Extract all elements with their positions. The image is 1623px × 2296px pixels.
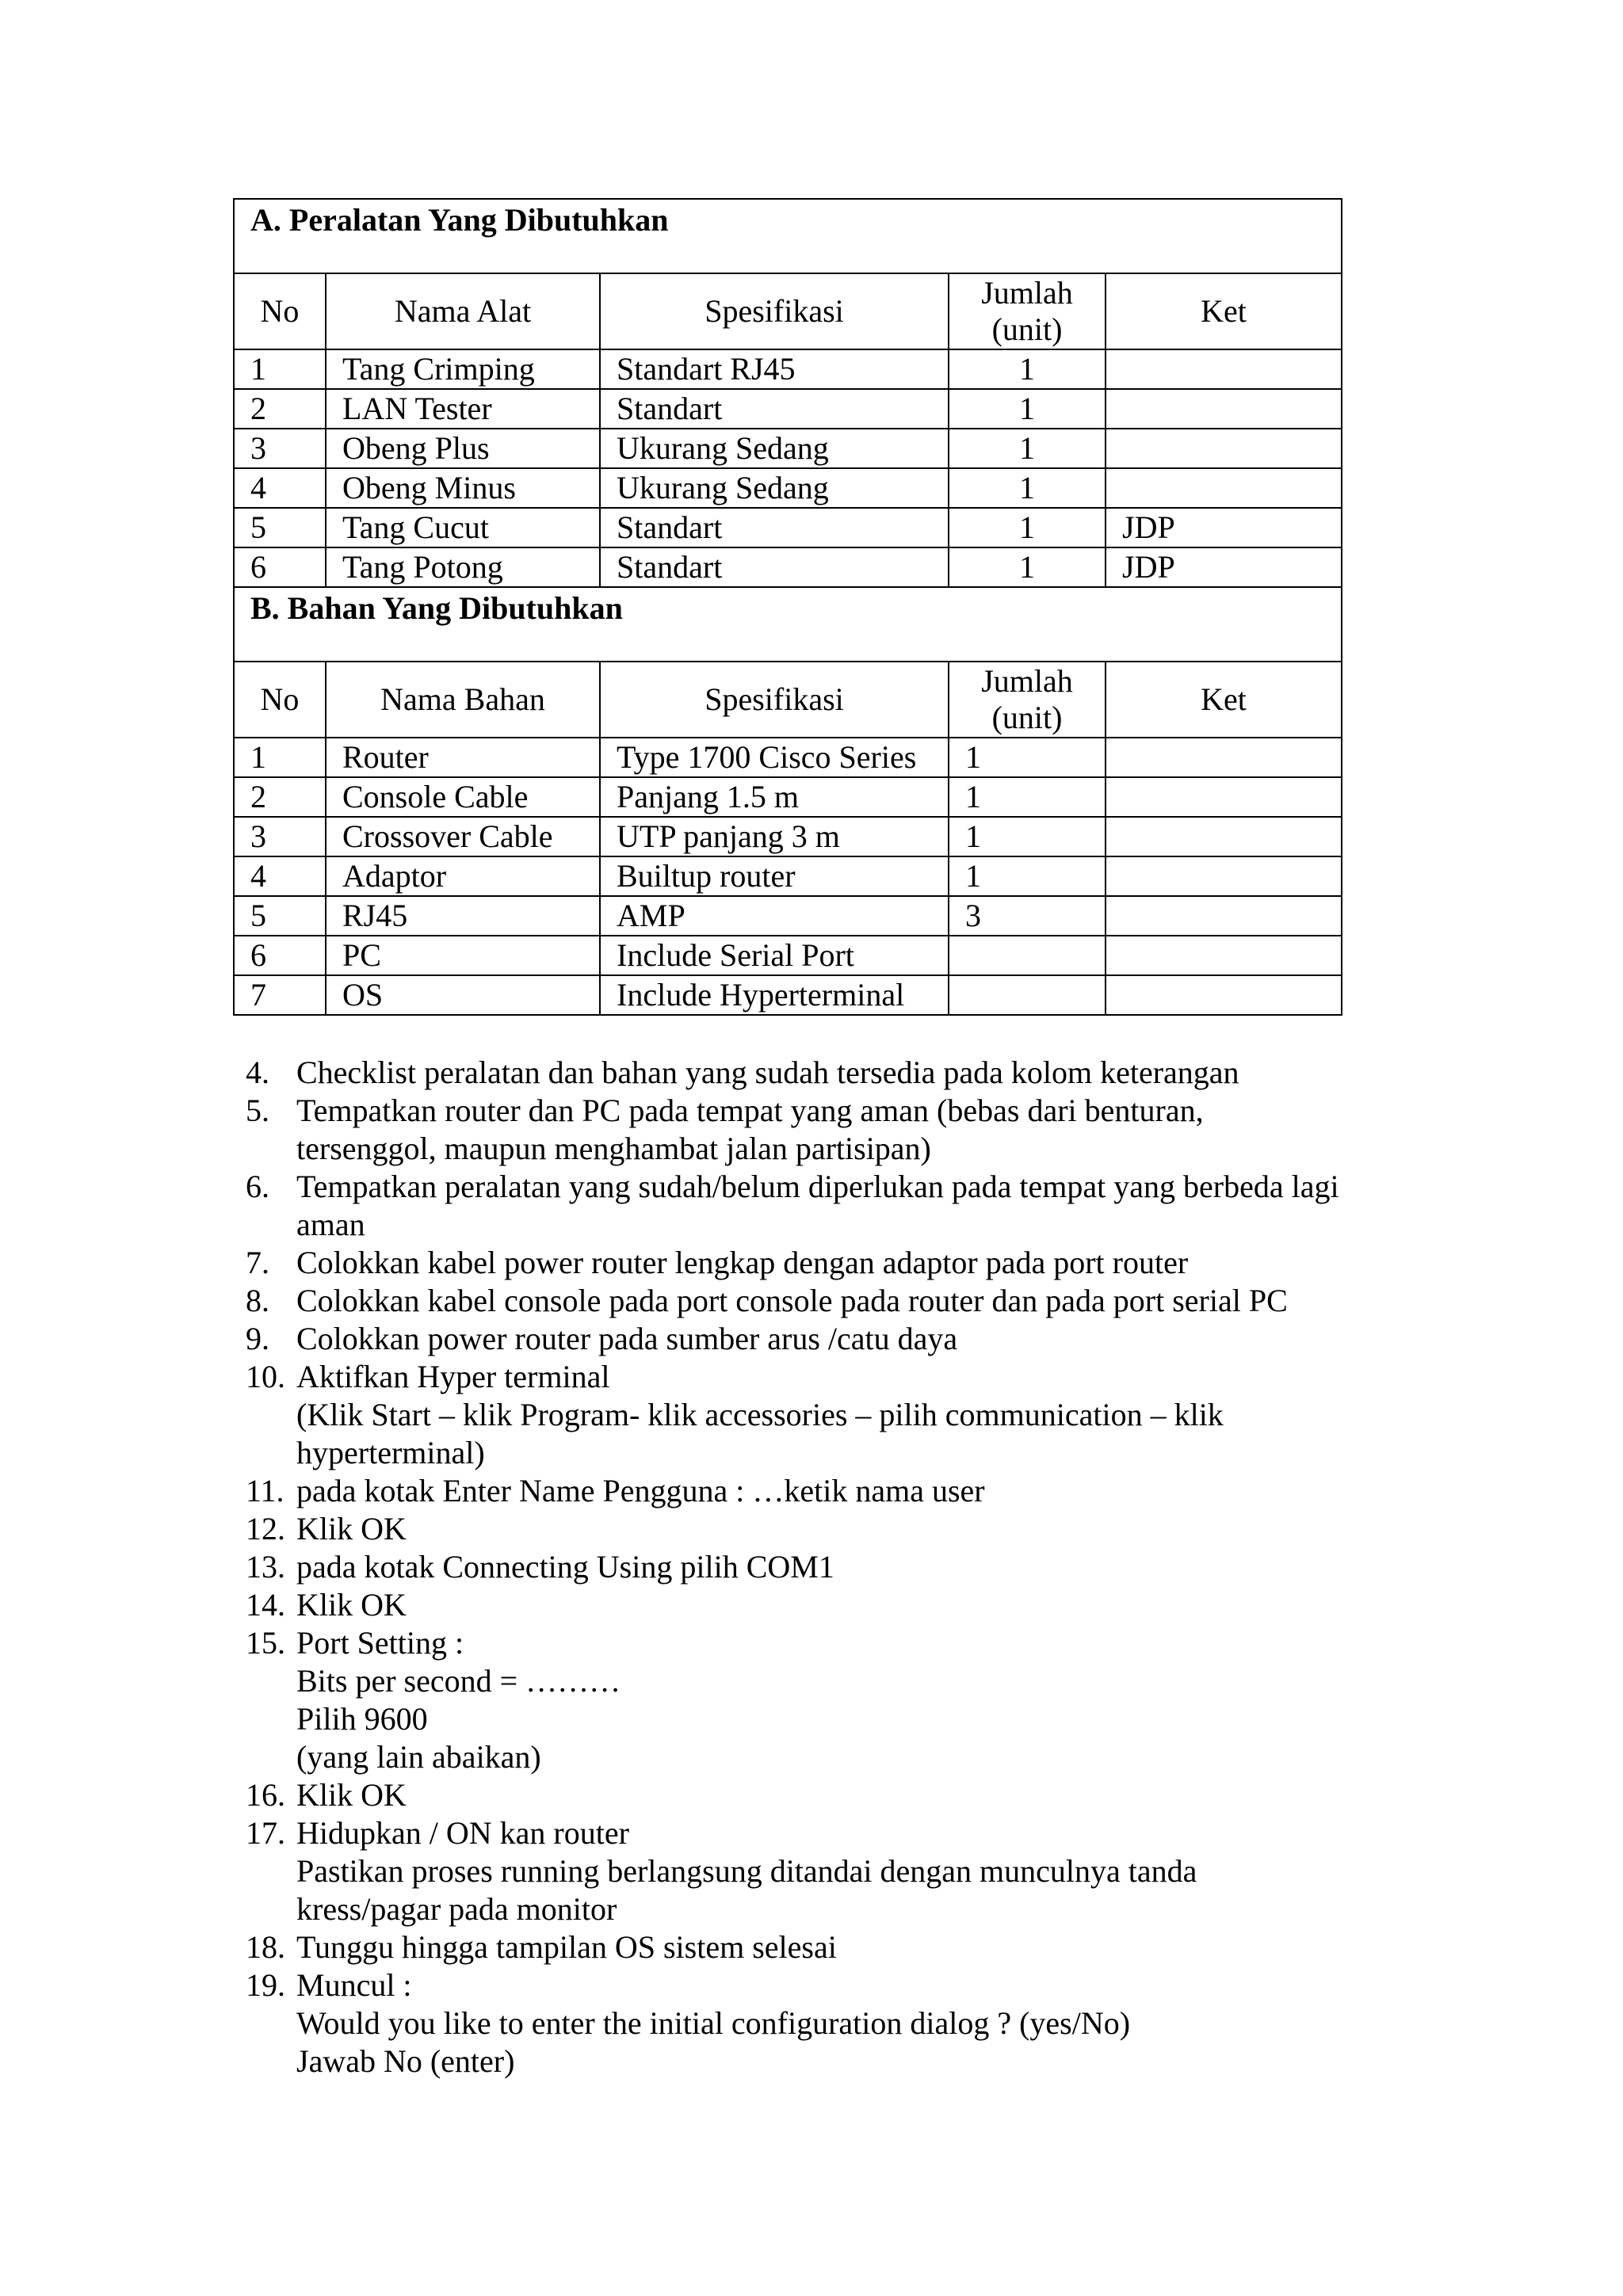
cell-qty: 3	[949, 896, 1106, 936]
cell-qty: 1	[949, 817, 1106, 856]
step-text-line: (yang lain abaikan)	[296, 1739, 541, 1775]
step-number: 19.	[246, 1967, 285, 2003]
step-text-line: Klik OK	[296, 1511, 407, 1547]
cell-name: Obeng Minus	[326, 468, 600, 508]
cell-qty: 1	[949, 389, 1106, 429]
step-number: 11.	[246, 1473, 285, 1508]
step-number: 5.	[246, 1093, 269, 1128]
table-row	[234, 429, 1342, 468]
cell-no: 1	[234, 349, 326, 389]
column-header: No	[234, 662, 326, 738]
cell-no: 1	[234, 738, 326, 777]
step-text-line: Pilih 9600	[296, 1701, 428, 1737]
cell-spec: Include Hyperterminal	[600, 975, 949, 1015]
material-header-row	[234, 662, 1342, 738]
cell-spec: AMP	[600, 896, 949, 936]
list-item	[246, 1586, 1434, 1624]
section-title: A. Peralatan Yang Dibutuhkan	[234, 199, 1342, 273]
step-text-line: Hidupkan / ON kan router	[296, 1815, 629, 1851]
section-title: B. Bahan Yang Dibutuhkan	[234, 587, 1342, 662]
cell-ket	[1106, 429, 1342, 468]
list-item	[246, 1928, 1434, 1966]
step-text-line: Colokkan kabel power router lengkap dengan adaptor pada port router	[296, 1245, 1189, 1280]
step-text-line: aman	[296, 1207, 365, 1242]
cell-spec: UTP panjang 3 m	[600, 817, 949, 856]
cell-name: Crossover Cable	[326, 817, 600, 856]
cell-qty	[949, 975, 1106, 1015]
table-row	[234, 468, 1342, 508]
cell-ket	[1106, 349, 1342, 389]
column-header: Jumlah (unit)	[949, 662, 1106, 738]
cell-spec: Standart	[600, 547, 949, 587]
procedure-steps-list	[246, 1054, 1434, 2081]
list-item	[246, 1358, 1434, 1472]
cell-ket	[1106, 389, 1342, 429]
cell-spec: Ukurang Sedang	[600, 429, 949, 468]
cell-name: Obeng Plus	[326, 429, 600, 468]
cell-qty: 1	[949, 429, 1106, 468]
step-text-line: Muncul :	[296, 1967, 412, 2003]
cell-ket: JDP	[1106, 547, 1342, 587]
equipment-section-title-row	[234, 199, 1342, 273]
table-row	[234, 349, 1342, 389]
cell-ket	[1106, 936, 1342, 975]
step-number: 15.	[246, 1625, 285, 1661]
table-row	[234, 777, 1342, 817]
cell-no: 3	[234, 429, 326, 468]
cell-no: 2	[234, 389, 326, 429]
step-text-line: Tempatkan peralatan yang sudah/belum diperlukan pada tempat yang berbeda lagi	[296, 1169, 1339, 1204]
cell-name: OS	[326, 975, 600, 1015]
list-item	[246, 1168, 1434, 1244]
cell-qty	[949, 936, 1106, 975]
list-item	[246, 1054, 1434, 1092]
cell-ket: JDP	[1106, 508, 1342, 547]
step-number: 18.	[246, 1929, 285, 1965]
table-row	[234, 547, 1342, 587]
list-item	[246, 1624, 1434, 1776]
cell-spec: Include Serial Port	[600, 936, 949, 975]
cell-qty: 1	[949, 547, 1106, 587]
equipment-header-row	[234, 273, 1342, 349]
step-number: 10.	[246, 1359, 285, 1394]
column-header: Spesifikasi	[600, 273, 949, 349]
column-header: No	[234, 273, 326, 349]
step-number: 9.	[246, 1321, 269, 1356]
cell-spec: Standart	[600, 508, 949, 547]
list-item	[246, 1092, 1434, 1168]
cell-ket	[1106, 975, 1342, 1015]
table-row	[234, 936, 1342, 975]
cell-ket	[1106, 468, 1342, 508]
list-item	[246, 1472, 1434, 1510]
cell-qty: 1	[949, 777, 1106, 817]
step-text-line: (Klik Start – klik Program- klik accessories – pilih communication – klik	[296, 1397, 1224, 1432]
cell-qty: 1	[949, 508, 1106, 547]
step-number: 17.	[246, 1815, 285, 1851]
step-text-line: Colokkan power router pada sumber arus /catu daya	[296, 1321, 958, 1356]
step-text-line: pada kotak Enter Name Pengguna : …ketik nama user	[296, 1473, 985, 1508]
step-text-line: Tempatkan router dan PC pada tempat yang aman (bebas dari benturan,	[296, 1093, 1204, 1128]
step-text-line: Klik OK	[296, 1587, 407, 1623]
requirements-table	[233, 198, 1342, 1016]
column-header: Nama Alat	[326, 273, 600, 349]
cell-no: 3	[234, 817, 326, 856]
cell-ket	[1106, 856, 1342, 896]
step-text-line: Jawab No (enter)	[296, 2043, 515, 2079]
step-text-line: kress/pagar pada monitor	[296, 1891, 617, 1927]
cell-ket	[1106, 817, 1342, 856]
step-text-line: tersenggol, maupun menghambat jalan partisipan)	[296, 1131, 931, 1166]
cell-name: Tang Cucut	[326, 508, 600, 547]
cell-ket	[1106, 896, 1342, 936]
step-text-line: Pastikan proses running berlangsung ditandai dengan munculnya tanda	[296, 1853, 1197, 1889]
column-header: Ket	[1106, 662, 1342, 738]
cell-no: 5	[234, 508, 326, 547]
cell-qty: 1	[949, 468, 1106, 508]
cell-spec: Ukurang Sedang	[600, 468, 949, 508]
cell-spec: Type 1700 Cisco Series	[600, 738, 949, 777]
cell-name: PC	[326, 936, 600, 975]
cell-qty: 1	[949, 856, 1106, 896]
step-number: 16.	[246, 1777, 285, 1813]
cell-name: Console Cable	[326, 777, 600, 817]
step-number: 14.	[246, 1587, 285, 1623]
step-text-line: pada kotak Connecting Using pilih COM1	[296, 1549, 834, 1585]
table-row	[234, 389, 1342, 429]
cell-spec: Standart	[600, 389, 949, 429]
step-text-line: Colokkan kabel console pada port console pada router dan pada port serial PC	[296, 1283, 1288, 1318]
cell-no: 2	[234, 777, 326, 817]
cell-name: LAN Tester	[326, 389, 600, 429]
step-text-line: Would you like to enter the initial configuration dialog ? (yes/No)	[296, 2005, 1131, 2041]
cell-name: RJ45	[326, 896, 600, 936]
cell-name: Tang Crimping	[326, 349, 600, 389]
cell-no: 6	[234, 547, 326, 587]
table-row	[234, 975, 1342, 1015]
cell-qty: 1	[949, 349, 1106, 389]
cell-no: 4	[234, 468, 326, 508]
cell-spec: Standart RJ45	[600, 349, 949, 389]
table-row	[234, 817, 1342, 856]
list-item	[246, 1282, 1434, 1320]
table-row	[234, 508, 1342, 547]
list-item	[246, 1244, 1434, 1282]
cell-ket	[1106, 738, 1342, 777]
step-text-line: Klik OK	[296, 1777, 407, 1813]
cell-no: 7	[234, 975, 326, 1015]
list-item	[246, 1776, 1434, 1814]
column-header: Spesifikasi	[600, 662, 949, 738]
list-item	[246, 1814, 1434, 1928]
column-header: Jumlah (unit)	[949, 273, 1106, 349]
cell-name: Tang Potong	[326, 547, 600, 587]
column-header: Nama Bahan	[326, 662, 600, 738]
table-row	[234, 738, 1342, 777]
step-number: 6.	[246, 1169, 269, 1204]
step-text-line: Tunggu hingga tampilan OS sistem selesai	[296, 1929, 837, 1965]
list-item	[246, 1966, 1434, 2081]
list-item	[246, 1548, 1434, 1586]
material-section-title-row	[234, 587, 1342, 662]
cell-ket	[1106, 777, 1342, 817]
list-item	[246, 1510, 1434, 1548]
cell-name: Router	[326, 738, 600, 777]
column-header: Ket	[1106, 273, 1342, 349]
step-number: 7.	[246, 1245, 269, 1280]
table-row	[234, 896, 1342, 936]
cell-no: 4	[234, 856, 326, 896]
step-text-line: Bits per second = ………	[296, 1663, 621, 1699]
step-number: 8.	[246, 1283, 269, 1318]
cell-spec: Panjang 1.5 m	[600, 777, 949, 817]
cell-spec: Builtup router	[600, 856, 949, 896]
cell-no: 6	[234, 936, 326, 975]
cell-name: Adaptor	[326, 856, 600, 896]
step-number: 12.	[246, 1511, 285, 1547]
step-text-line: Port Setting :	[296, 1625, 464, 1661]
step-number: 13.	[246, 1549, 285, 1585]
cell-no: 5	[234, 896, 326, 936]
step-text-line: hyperterminal)	[296, 1435, 485, 1470]
step-text-line: Aktifkan Hyper terminal	[296, 1359, 610, 1394]
step-text-line: Checklist peralatan dan bahan yang sudah tersedia pada kolom keterangan	[296, 1055, 1239, 1090]
list-item	[246, 1320, 1434, 1358]
cell-qty: 1	[949, 738, 1106, 777]
table-row	[234, 856, 1342, 896]
step-number: 4.	[246, 1055, 269, 1090]
